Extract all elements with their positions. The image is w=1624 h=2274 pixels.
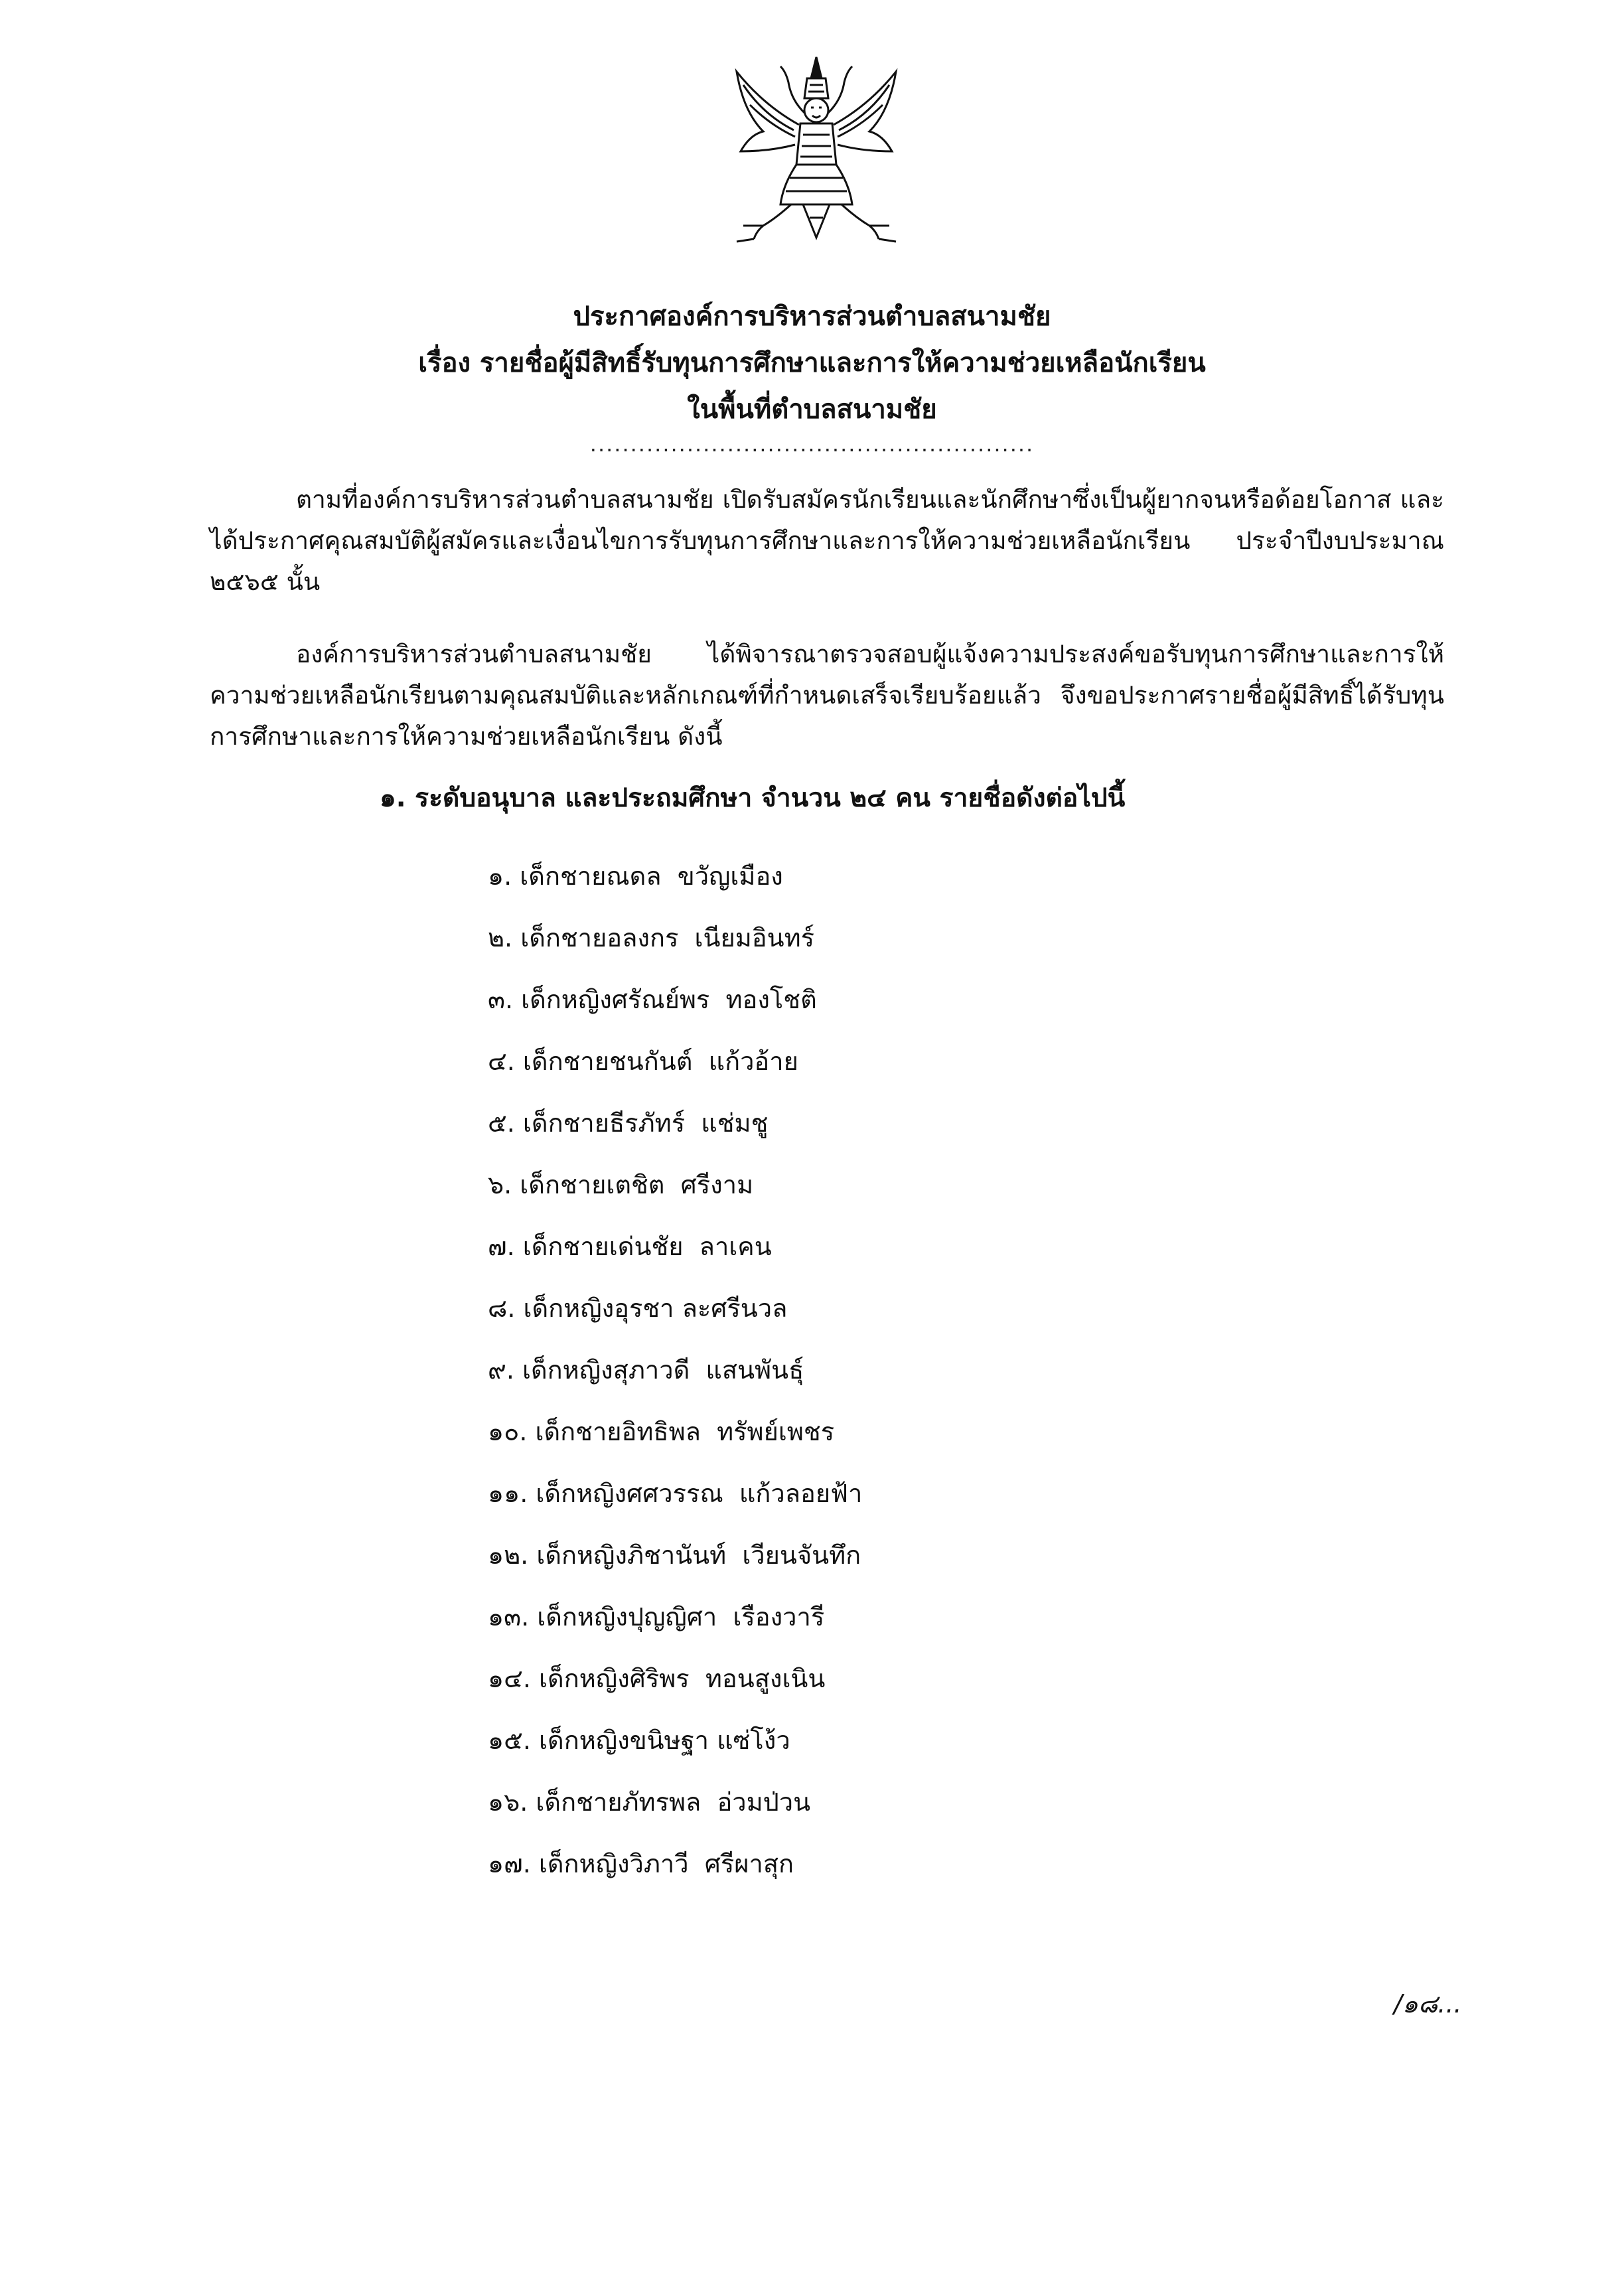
announcement-subject: เรื่อง รายชื่อผู้มีสิทธิ์รับทุนการศึกษาและการให้ความช่วยเหลือนักเรียน: [418, 348, 1206, 378]
garuda-emblem-icon: [717, 52, 916, 251]
list-item: ๗. เด็กชายเด่นชัย ลาเคน: [488, 1232, 772, 1261]
section-heading: ๑. ระดับอนุบาล และประถมศึกษา จำนวน ๒๔ คน รายชื่อดังต่อไปนี้: [380, 783, 1126, 813]
student-list: [488, 856, 862, 1906]
list-item: ๑๖. เด็กชายภัทรพล อ่วมป่วน: [488, 1787, 811, 1817]
list-item: ๔. เด็กชายชนกันต์ แก้วอ้าย: [488, 1047, 798, 1076]
list-item: ๖. เด็กชายเตชิต ศรีงาม: [488, 1170, 754, 1199]
page-continuation-marker: /๑๘...: [1394, 1989, 1462, 2018]
list-item: ๑๔. เด็กหญิงศิริพร ทอนสูงเนิน: [488, 1664, 826, 1693]
list-item: ๙. เด็กหญิงสุภาวดี แสนพันธุ์: [488, 1355, 804, 1385]
review-paragraph: องค์การบริหารส่วนตำบลสนามชัย ได้พิจารณาตรวจสอบผู้แจ้งความประสงค์ขอรับทุนการศึกษาและการให้ความช่วยเหลือนักเรียนตามคุณสมบัติและหลักเกณฑ์ที่กำหนดเสร็จเรียบร้อยแล้ว จึงขอประกาศรายชื่อผู้มีสิทธิ์ได้รับทุนการศึกษาและการให้ความช่วยเหลือนักเรียน ดังนี้: [210, 640, 1444, 751]
list-item: ๘. เด็กหญิงอุรชา ละศรีนวล: [488, 1294, 788, 1323]
announcement-subject-area: ในพื้นที่ตำบลสนามชัย: [687, 394, 937, 425]
list-item: ๑. เด็กชายณดล ขวัญเมือง: [488, 862, 783, 891]
intro-paragraph: ตามที่องค์การบริหารส่วนตำบลสนามชัย เปิดรับสมัครนักเรียนและนักศึกษาซึ่งเป็นผู้ยากจนหรือด้อยโอกาส และได้ประกาศคุณสมบัติผู้สมัครและเงื่อนไขการรับทุนการศึกษาและการให้ความช่วยเหลือนักเรียน ประจำปีงบประมาณ ๒๕๖๕ นั้น: [210, 485, 1444, 596]
list-item: ๑๓. เด็กหญิงปุญญิศา เรืองวารี: [488, 1602, 825, 1631]
list-item: ๑๒. เด็กหญิงภิชานันท์ เวียนจันทึก: [488, 1541, 861, 1570]
list-item: ๓. เด็กหญิงศรัณย์พร ทองโชติ: [488, 985, 817, 1014]
list-item: ๑๗. เด็กหญิงวิภาวี ศรีผาสุก: [488, 1849, 794, 1878]
title-separator: .......................................................: [589, 431, 1035, 457]
list-item: ๑๕. เด็กหญิงขนิษฐา แซ่โง้ว: [488, 1726, 790, 1755]
list-item: ๑๑. เด็กหญิงศศวรรณ แก้วลอยฟ้า: [488, 1479, 863, 1508]
list-item: ๒. เด็กชายอลงกร เนียมอินทร์: [488, 923, 815, 952]
list-item: ๕. เด็กชายธีรภัทร์ แช่มชู: [488, 1108, 769, 1138]
announcement-title: ประกาศองค์การบริหารส่วนตำบลสนามชัย: [573, 301, 1051, 332]
list-item: ๑๐. เด็กชายอิทธิพล ทรัพย์เพชร: [488, 1417, 835, 1446]
